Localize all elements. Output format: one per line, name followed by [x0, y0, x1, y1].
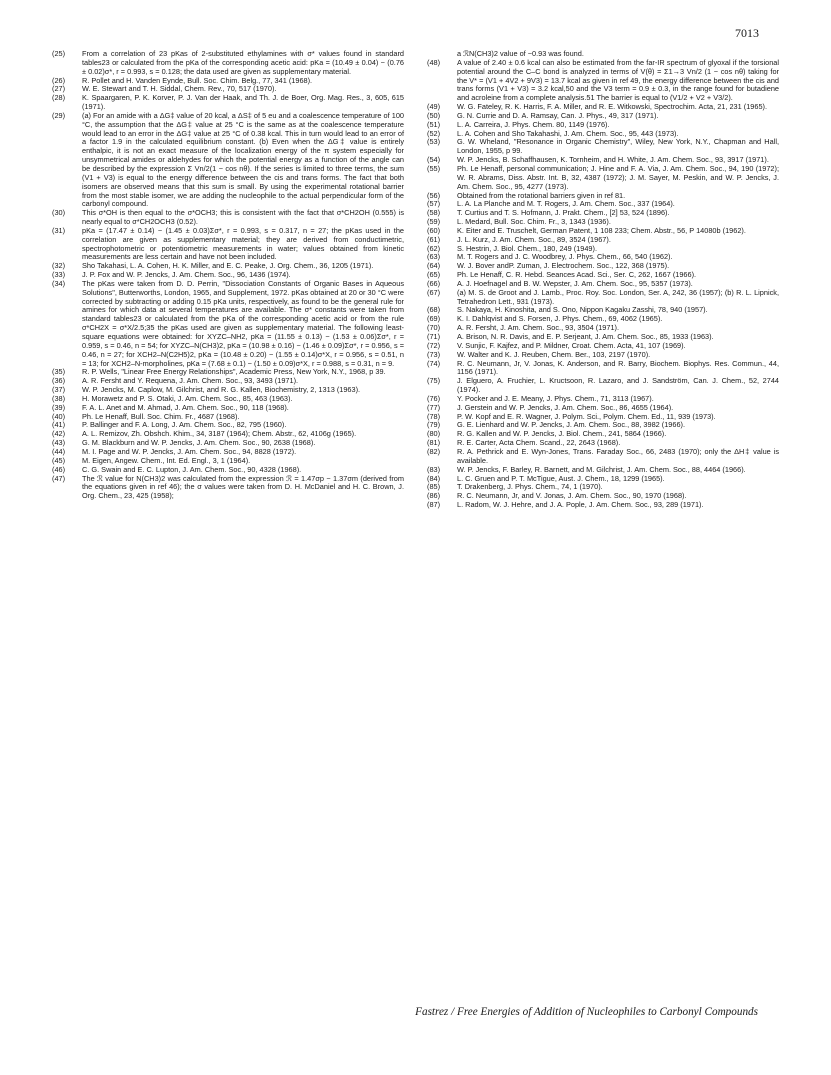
reference-number: (26) — [52, 75, 66, 85]
reference-text: F. A. L. Anet and M. Ahmad, J. Am. Chem. Soc., 90, 118 (1968). — [82, 402, 289, 412]
reference-text: G. N. Currie and D. A. Ramsay, Can. J. Phys., 49, 317 (1971). — [457, 110, 659, 120]
reference-entry — [427, 138, 779, 156]
reference-text: Ph. Le Henaff, Bull. Soc. Chim. Fr., 4687 (1968). — [82, 411, 240, 421]
reference-text: S. Nakaya, H. Kinoshita, and S. Ono, Nippon Kagaku Zasshi, 78, 940 (1957). — [457, 305, 708, 315]
reference-number: (70) — [427, 323, 441, 333]
reference-number: (68) — [427, 305, 441, 315]
reference-text: G. M. Blackburn and W. P. Jencks, J. Am. Chem. Soc., 90, 2638 (1968). — [82, 438, 316, 448]
reference-text: L. Radom, W. J. Hehre, and J. A. Pople, J. Am. Chem. Soc., 93, 289 (1971). — [457, 500, 704, 510]
reference-entry — [52, 475, 404, 502]
reference-number: (35) — [52, 367, 66, 377]
reference-number: (72) — [427, 340, 441, 350]
reference-text: Ph. Le Henaff, C. R. Hebd. Seances Acad. Sci., Ser. C, 262, 1667 (1966). — [457, 270, 697, 280]
reference-text: R. C. Neumann, Jr, and V. Jonas, J. Am. Chem. Soc., 90, 1970 (1968). — [457, 491, 687, 501]
reference-text: W. P. Jencks, M. Caplow, M. Gilchrist, and R. G. Kallen, Biochemistry, 2, 1313 (1963). — [82, 385, 361, 395]
reference-text: W. J. Bover andP. Zuman, J. Electrochem. Soc., 122, 368 (1975). — [457, 261, 670, 271]
page-number: 7013 — [735, 26, 759, 40]
reference-number: (41) — [52, 420, 66, 430]
reference-number: (33) — [52, 270, 66, 280]
reference-number: (77) — [427, 402, 441, 412]
references-column-right — [427, 50, 779, 510]
reference-entry — [52, 280, 404, 368]
references-column-left — [52, 50, 404, 501]
reference-number: (32) — [52, 261, 66, 271]
reference-text: T. Curtius and T. S. Hofmann, J. Prakt. Chem., [2] 53, 524 (1896). — [457, 208, 670, 218]
reference-number: (49) — [427, 102, 441, 112]
reference-number: (39) — [52, 402, 66, 412]
reference-text: T. Drakenberg, J. Phys. Chem., 74, 1 (1970). — [457, 482, 603, 492]
reference-text: L. A. Carreira, J. Phys. Chem. 80, 1149 (1976). — [457, 119, 610, 129]
reference-text: The ℛ value for N(CH3)2 was calculated from the expression ℛ = 1.47σp − 1.37σm (derived from the equations given in ref 46); the σ values were taken from D. H. McDaniel and H. C. Brown, J. Org. Chem., 23, 425 (1958); — [82, 473, 404, 501]
reference-text: J. Gerstein and W. P. Jencks, J. Am. Chem. Soc., 86, 4655 (1964). — [457, 402, 674, 412]
reference-number: (60) — [427, 225, 441, 235]
reference-text: Y. Pocker and J. E. Meany, J. Phys. Chem., 71, 3113 (1967). — [457, 393, 654, 403]
reference-number: (74) — [427, 358, 441, 368]
reference-text: L. A. Cohen and Sho Takahashi, J. Am. Chem. Soc., 95, 443 (1973). — [457, 128, 679, 138]
reference-text: A. L. Remizov, Zh. Obshch. Khim., 34, 3187 (1964); Chem. Abstr., 62, 4106g (1965). — [82, 429, 357, 439]
reference-number: (58) — [427, 208, 441, 218]
reference-number: (80) — [427, 429, 441, 439]
reference-number: (84) — [427, 473, 441, 483]
reference-text: The pKas were taken from D. D. Perrin, "Dissociation Constants of Organic Bases in Aqueous Solutions", Butterworths, London, 1965, and Supplement, 1972. pKas obtained at 20 or 30 °C were corrected by subtracting or adding 0.15 pKa units, respectively, as found to be the general rule for amines for which data at several temperatures are available. The σ* constants were taken from standard tables23 or calculated from the pKa of the corresponding acetic acid or from the rule σ*CH2X = σ*X/2.5;35 the pKas used are given as supplementary material. The following least-square equations were obtained: for XYZC–NH2, pKa = (11.55 ± 0.13) − (1.53 ± 0.06)Σσ*, r = 0.959, s = 0.46, n = 54; for XYZC–N(CH3)2, pKa = (10.98 ± 0.16) − (1.46 ± 0.09)Σσ*, r = 0.956, s = 0.46, n = 27; for XCH2–N(C2H5)2, pKa = (10.48 ± 0.20) − (1.55 ± 0.14)σ*X, r = 0.956, s = 0.51, n = 13; for XCH2–N-morpholines, pKa = (7.68 ± 0.1) − (1.50 ± 0.09)σ*X, r = 0.988, s = 0.31, n = 9. — [82, 278, 404, 368]
reference-number: (78) — [427, 411, 441, 421]
reference-text: P. W. Kopf and E. R. Wagner, J. Polym. Sci., Polym. Chem. Ed., 11, 939 (1973). — [457, 411, 716, 421]
reference-text: W. Walter and K. J. Reuben, Chem. Ber., 103, 2197 (1970). — [457, 349, 651, 359]
reference-entry — [427, 448, 779, 466]
reference-text: A. R. Fersht, J. Am. Chem. Soc., 93, 3504 (1971). — [457, 323, 620, 333]
reference-text: J. Elguero, A. Fruchier, L. Kructsoon, R. Lazaro, and J. Sandström, Can. J. Chem., 52, 2744 (1974). — [457, 376, 779, 395]
reference-entry — [427, 165, 779, 192]
reference-number: (53) — [427, 137, 441, 147]
reference-text: Sho Takahasi, L. A. Cohen, H. K. Miller, and E. C. Peake, J. Org. Chem., 36, 1205 (1971). — [82, 261, 374, 271]
reference-number: (34) — [52, 278, 66, 288]
reference-entry — [427, 289, 779, 307]
reference-number: (29) — [52, 110, 66, 120]
reference-text: H. Morawetz and P. S. Otaki, J. Am. Chem. Soc., 85, 463 (1963). — [82, 393, 293, 403]
reference-number: (75) — [427, 376, 441, 386]
reference-text: W. G. Fateley, R. K. Harris, F. A. Miller, and R. E. Witkowski, Spectrochim. Acta, 21, 231 (1965). — [457, 102, 768, 112]
reference-text: G. W. Wheland, "Resonance in Organic Chemistry", Wiley, New York, N.Y., Chapman and Hall, London, 1955, p 99. — [457, 137, 779, 156]
reference-text: S. Hestrin, J. Biol. Chem., 180, 249 (1949). — [457, 243, 598, 253]
reference-number: (48) — [427, 57, 441, 67]
reference-text: L. A. La Planche and M. T. Rogers, J. Am. Chem. Soc., 337 (1964). — [457, 199, 675, 209]
reference-text: V. Sunjic, F. Kajfez, and P. Mildner, Croat. Chem. Acta, 41, 107 (1969). — [457, 340, 686, 350]
reference-number: (87) — [427, 500, 441, 510]
reference-number: (73) — [427, 349, 441, 359]
reference-text: R. Pollet and H. Vanden Eynde, Bull. Soc. Chim. Belg., 77, 341 (1968). — [82, 75, 313, 85]
reference-text: L. Medard, Bull. Soc. Chim. Fr., 3, 1343 (1936). — [457, 217, 611, 227]
reference-number: (64) — [427, 261, 441, 271]
reference-text: R. P. Wells, "Linear Free Energy Relationships", Academic Press, New York, N.Y., 1968, p 39. — [82, 367, 386, 377]
reference-number: (54) — [427, 155, 441, 165]
reference-number: (30) — [52, 208, 66, 218]
reference-text: R. E. Carter, Acta Chem. Scand., 22, 2643 (1968). — [457, 438, 621, 448]
reference-text: J. P. Fox and W. P. Jencks, J. Am. Chem. Soc., 96, 1436 (1974). — [82, 270, 291, 280]
reference-text: R. A. Pethrick and E. Wyn-Jones, Trans. Faraday Soc., 66, 2483 (1970); only the ΔH‡ value is available. — [457, 446, 779, 465]
reference-text: L. C. Gruen and P. T. McTigue, Aust. J. Chem., 18, 1299 (1965). — [457, 473, 665, 483]
reference-entry — [427, 360, 779, 378]
reference-number: (51) — [427, 119, 441, 129]
reference-number: (86) — [427, 491, 441, 501]
reference-text: P. Ballinger and F. A. Long, J. Am. Chem. Soc., 82, 795 (1960). — [82, 420, 287, 430]
reference-text: Obtained from the rotational barriers given in ref 81. — [457, 190, 626, 200]
reference-number: (37) — [52, 385, 66, 395]
reference-number: (81) — [427, 438, 441, 448]
reference-number: (47) — [52, 473, 66, 483]
reference-number: (38) — [52, 393, 66, 403]
reference-number: (27) — [52, 84, 66, 94]
reference-number: (45) — [52, 455, 66, 465]
reference-text: W. E. Stewart and T. H. Siddal, Chem. Rev., 70, 517 (1970). — [82, 84, 277, 94]
reference-entry — [52, 94, 404, 112]
reference-text: From a correlation of 23 pKas of 2-substituted ethylamines with σ* values found in standard tables23 or calculated from the pKa of the corresponding acetic acid: pKa = (10.49 ± 0.04) − (0.76 ± 0.02)σ*, r = 0.993, s = 0.128; the data used are given as supplementary material. — [82, 49, 404, 76]
reference-number: (52) — [427, 128, 441, 138]
reference-number: (65) — [427, 270, 441, 280]
reference-number: (55) — [427, 163, 441, 173]
reference-text: A. J. Hoefnagel and B. W. Wepster, J. Am. Chem. Soc., 95, 5357 (1973). — [457, 278, 693, 288]
reference-number: (83) — [427, 464, 441, 474]
reference-number: (40) — [52, 411, 66, 421]
reference-number: (36) — [52, 376, 66, 386]
reference-entry — [427, 377, 779, 395]
reference-text: pKa = (17.47 ± 0.14) − (1.45 ± 0.03)Σσ*, r = 0.993, s = 0.317, n = 27; the pKas used in the correlation are given as supplementary material; they are derived from conductimetric, spectrophotometric or potentiometric measurements in water; values obtained from kinetic measurements are less certain and have not been included. — [82, 225, 404, 262]
reference-number: (42) — [52, 429, 66, 439]
reference-text: (a) For an amide with a ΔG‡ value of 20 kcal, a ΔS‡ of 5 eu and a coalescence temperature of 100 °C, the assumption that the ΔG‡ value at 25 °C is the same as at the coalescence temperature would lead to an error in the ΔG‡ value at 25 °C of 0.38 kcal. This in turn would lead to an error of a factor 1.9 in the calculated equilibrium constant. (b) Even when the ΔG‡ value is entirely enthalpic, it is not an exact measure of the localization energy of the π system especially for unsymmetrical amides or aldehydes for which the potential energy as a function of the angle can be described by the expression Σ Vn/2(1 − cos nθ). If the series is limited to three terms, the sum (V1 + V3) is equal to the energy difference between the cis and trans forms. The fact that both isomers are observed means that this sum is small. By using the experimental rotational barrier from the most stable isomer, we are adding the nucleophile to the actual perpendicular form of the carbonyl compound. — [82, 110, 404, 209]
reference-number: (31) — [52, 225, 66, 235]
reference-number: (63) — [427, 252, 441, 262]
reference-text: K. I. Dahlqvist and S. Forsen, J. Phys. Chem., 69, 4062 (1965). — [457, 314, 663, 324]
reference-number: (69) — [427, 314, 441, 324]
reference-text: A value of 2.40 ± 0.6 kcal can also be estimated from the far-IR spectrum of glyoxal if the torsional potential around the C–C bond is analyzed in terms of V(θ) = Σ1→3 Vn/2 (1 − cos nθ) taking for the V* = (V1 + 4V2 + 9V3) = 13.7 kcal as given in ref 49, the energy difference between the cis and trans forms (V1 + V3) = 3.2 kcal,50 and the V3 term = 0.9 ± 0.3, in the range found for butadiene and acroleine from a complete analysis.51 The barrier is equal to (V1/2 + V2 + V3/2). — [457, 57, 779, 103]
reference-number: (85) — [427, 482, 441, 492]
reference-text: a ℛN(CH3)2 value of −0.93 was found. — [457, 49, 584, 58]
reference-number: (67) — [427, 287, 441, 297]
reference-number: (66) — [427, 278, 441, 288]
reference-text: R. C. Neumann, Jr, V. Jonas, K. Anderson, and R. Barry, Biochem. Biophys. Res. Commun., 44, 1156 (1971). — [457, 358, 779, 377]
reference-number: (44) — [52, 446, 66, 456]
reference-text: M. I. Page and W. P. Jencks, J. Am. Chem. Soc., 94, 8828 (1972). — [82, 446, 297, 456]
reference-number: (82) — [427, 446, 441, 456]
reference-number: (76) — [427, 393, 441, 403]
reference-text: A. R. Fersht and Y. Requena, J. Am. Chem. Soc., 93, 3493 (1971). — [82, 376, 299, 386]
reference-number: (25) — [52, 49, 66, 58]
reference-text: W. P. Jencks, F. Barley, R. Barnett, and M. Gilchrist, J. Am. Chem. Soc., 88, 4464 (1966). — [457, 464, 746, 474]
reference-number: (28) — [52, 93, 66, 103]
reference-number: (61) — [427, 234, 441, 244]
reference-text: M. T. Rogers and J. C. Woodbrey, J. Phys. Chem., 66, 540 (1962). — [457, 252, 673, 262]
reference-entry — [427, 501, 779, 510]
reference-number: (46) — [52, 464, 66, 474]
reference-text: A. Brison, N. R. Davis, and E. P. Serjeant, J. Am. Chem. Soc., 85, 1933 (1963). — [457, 332, 714, 341]
reference-entry — [52, 209, 404, 227]
reference-text: K. Eiter and E. Truschelt, German Patent, 1 108 233; Chem. Abstr., 56, P 14080b (1962). — [457, 225, 746, 235]
reference-text: W. P. Jencks, B. Schaffhausen, K. Tornheim, and H. White, J. Am. Chem. Soc., 93, 3917 (1971). — [457, 155, 769, 165]
reference-number: (50) — [427, 110, 441, 120]
reference-text: This σ*OH is then equal to the σ*OCH3; this is consistent with the fact that σ*CH2OH (0.555) is nearly equal to σ*CH2OCH3 (0.52). — [82, 208, 404, 227]
reference-text: J. L. Kurz, J. Am. Chem. Soc., 89, 3524 (1967). — [457, 234, 611, 244]
reference-number: (71) — [427, 332, 441, 341]
reference-number: (56) — [427, 190, 441, 200]
reference-entry — [52, 227, 404, 262]
reference-number: (57) — [427, 199, 441, 209]
reference-number: (59) — [427, 217, 441, 227]
reference-text: (a) M. S. de Groot and J. Lamb., Proc. Roy. Soc. London, Ser. A, 242, 36 (1957); (b) R. L. Lipnick, Tetrahedron Lett., 931 (1973). — [457, 287, 779, 306]
reference-entry — [52, 50, 404, 77]
reference-text: K. Spaargaren, P. K. Korver, P. J. Van der Haak, and Th. J. de Boer, Org. Mag. Res., 3, 605, 615 (1971). — [82, 93, 404, 112]
page-footer: Fastrez / Free Energies of Addition of Nucleophiles to Carbonyl Compounds — [415, 1006, 758, 1018]
reference-entry — [52, 112, 404, 209]
reference-text: C. G. Swain and E. C. Lupton, J. Am. Chem. Soc., 90, 4328 (1968). — [82, 464, 302, 474]
reference-number: (62) — [427, 243, 441, 253]
reference-text: M. Eigen, Angew. Chem., Int. Ed. Engl., 3, 1 (1964). — [82, 455, 251, 465]
reference-number: (43) — [52, 438, 66, 448]
reference-text: Ph. Le Henaff, personal communication; J. Hine and F. A. Via, J. Am. Chem. Soc., 94, 190 (1972); W. R. Abrams, Diss. Abstr. Int. B, 32, 4387 (1972); J. M. Sayer, M. Peskin, and W. P. Jencks, J. Am. Chem. Soc., 95, 4277 (1973). — [457, 163, 779, 191]
reference-entry — [427, 59, 779, 103]
reference-number: (79) — [427, 420, 441, 430]
reference-text: G. E. Lienhard and W. P. Jencks, J. Am. Chem. Soc., 88, 3982 (1966). — [457, 420, 686, 430]
reference-text: R. G. Kallen and W. P. Jencks, J. Biol. Chem., 241, 5864 (1966). — [457, 429, 667, 439]
